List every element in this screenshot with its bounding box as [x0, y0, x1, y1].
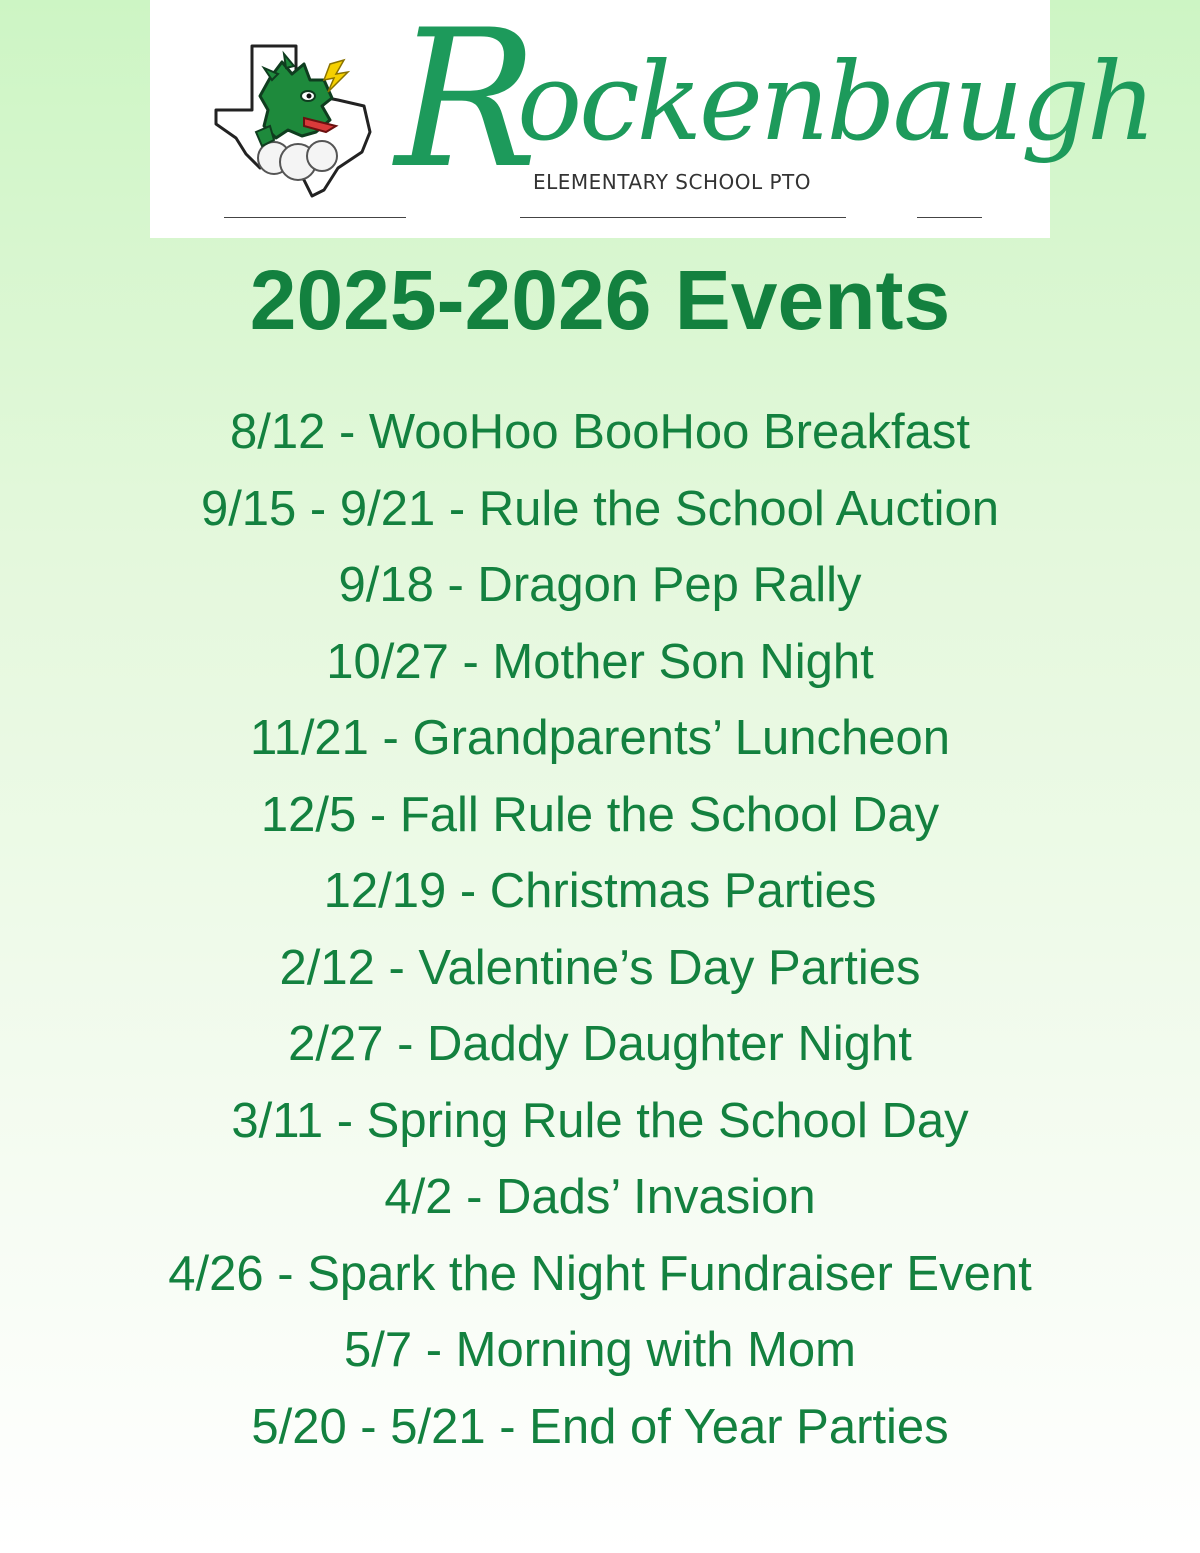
event-item: 12/5 - Fall Rule the School Day [260, 787, 940, 842]
logo-rule-right [917, 217, 982, 218]
logo-script-initial: R [395, 0, 536, 210]
event-item: 3/11 - Spring Rule the School Day [231, 1093, 969, 1148]
logo-rule-left [224, 217, 406, 218]
logo-rule-middle [520, 217, 846, 218]
event-item: 9/15 - 9/21 - Rule the School Auction [200, 481, 1000, 536]
logo-banner [150, 0, 1154, 238]
event-item: 2/27 - Daddy Daughter Night [288, 1017, 912, 1071]
event-list [0, 394, 1200, 1465]
logo-subtitle: ELEMENTARY SCHOOL PTO [533, 170, 812, 194]
event-item: 4/26 - Spark the Night Fundraiser Event [168, 1246, 1032, 1301]
event-item: 9/18 - Dragon Pep Rally [338, 558, 862, 612]
event-item: 4/2 - Dads’ Invasion [384, 1170, 816, 1224]
logo-script-rest: ockenbaugh [517, 40, 1154, 165]
event-item: 12/19 - Christmas Parties [323, 864, 877, 918]
events-heading: 2025-2026 Events [249, 253, 951, 347]
event-item: 11/21 - Grandparents’ Luncheon [249, 711, 951, 765]
event-item: 10/27 - Mother Son Night [326, 634, 874, 689]
event-item: 2/12 - Valentine’s Day Parties [279, 940, 921, 995]
event-item: 5/20 - 5/21 - End of Year Parties [251, 1399, 949, 1454]
texas-dragon-mascot-icon [212, 40, 380, 198]
event-item: 5/7 - Morning with Mom [344, 1323, 856, 1377]
event-item: 8/12 - WooHoo BooHoo Breakfast [230, 405, 970, 459]
